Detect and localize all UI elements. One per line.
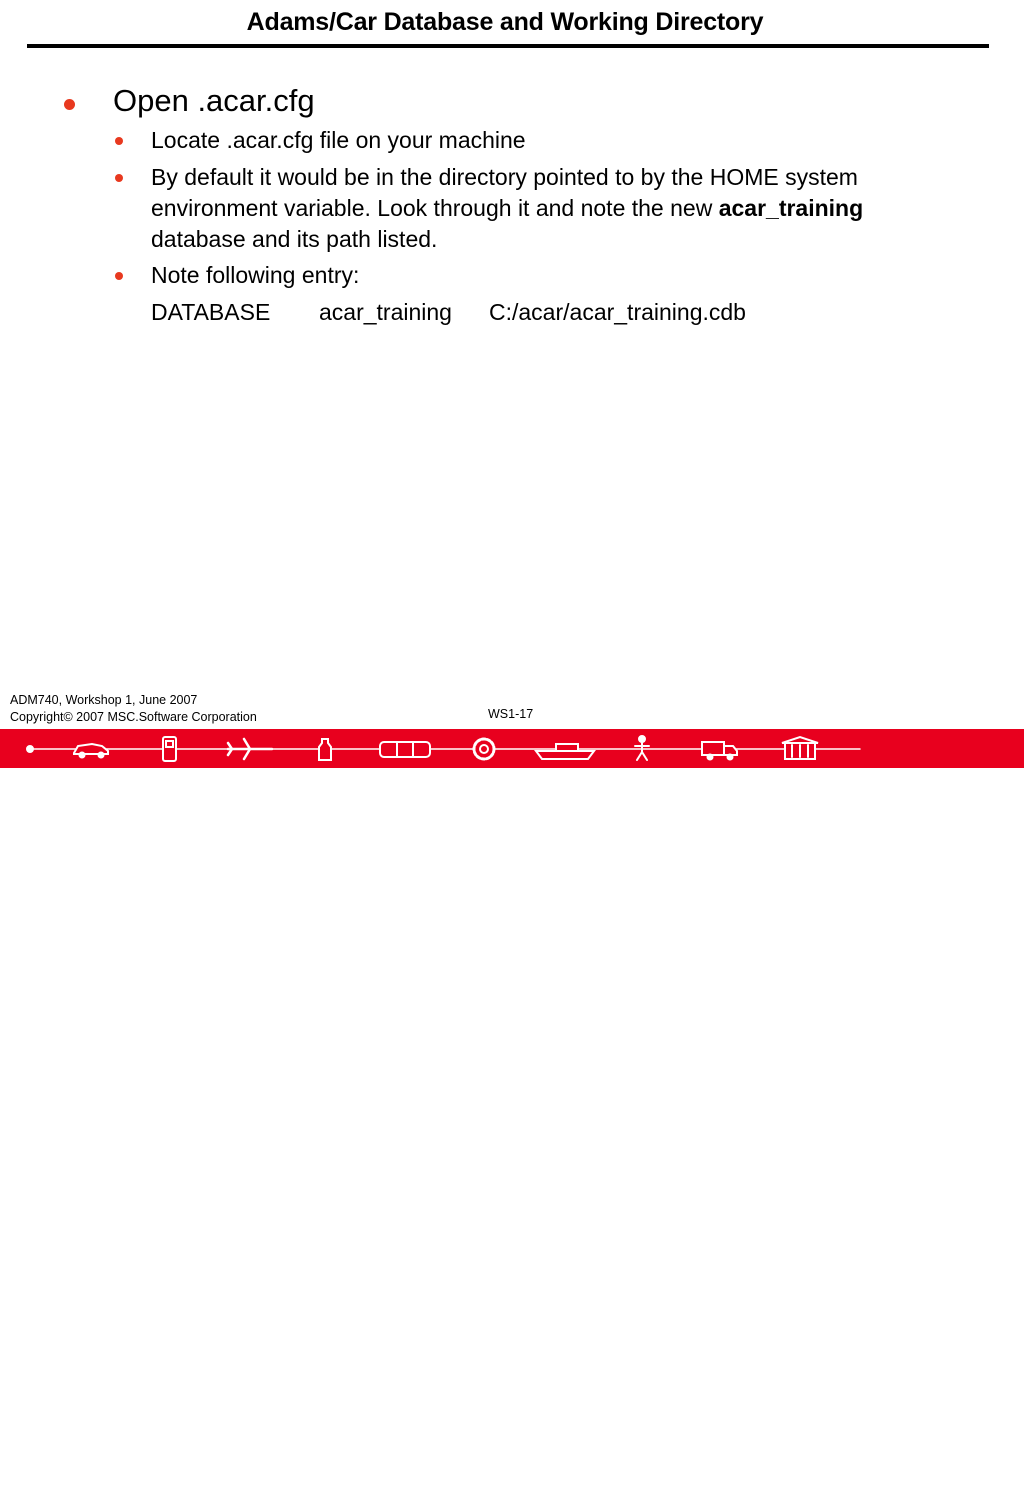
- product-icon-strip: [0, 729, 880, 768]
- bottle-icon: [319, 739, 331, 760]
- train-icon: [380, 742, 430, 757]
- page-number: WS1-17: [488, 707, 534, 721]
- database-name: acar_training: [319, 299, 452, 325]
- main-bullet-text: Open .acar.cfg: [113, 83, 315, 118]
- sub-bullet-2-line2: environment variable. Look through it and note the new acar_training: [151, 195, 864, 221]
- gear-icon: [474, 739, 494, 759]
- bullet-dot-icon: [115, 272, 123, 280]
- sub-bullet-3: Note following entry:: [151, 262, 360, 288]
- database-path: C:/acar/acar_training.cdb: [489, 299, 746, 325]
- phone-icon: [163, 737, 176, 761]
- bullet-dot-icon: [115, 137, 123, 145]
- building-icon: [782, 737, 818, 759]
- car-icon: [74, 744, 108, 758]
- database-keyword: DATABASE: [151, 299, 271, 325]
- truck-icon: [702, 742, 737, 760]
- title-divider: [27, 44, 989, 48]
- bullet-dot-icon: [64, 99, 75, 110]
- footer-copyright: Copyright© 2007 MSC.Software Corporation: [10, 710, 257, 724]
- plane-icon: [228, 739, 272, 759]
- sub-bullet-1: Locate .acar.cfg file on your machine: [151, 127, 526, 153]
- slide-title: Adams/Car Database and Working Directory: [246, 8, 764, 36]
- footer-course-info: ADM740, Workshop 1, June 2007: [10, 693, 198, 707]
- strip-dot: [27, 746, 33, 752]
- ship-icon: [536, 744, 594, 759]
- bullet-dot-icon: [115, 174, 123, 182]
- sub-bullet-2-line3: database and its path listed.: [151, 226, 438, 252]
- footer-bar: [0, 729, 1024, 1499]
- sub-bullet-2-line1: By default it would be in the directory pointed to by the HOME system: [151, 164, 858, 190]
- database-name-highlight: acar_training: [718, 195, 864, 221]
- person-icon: [635, 736, 649, 760]
- msc-software-logo: MSC✕Software: [859, 1469, 1000, 1499]
- logo-x-icon: ✕: [901, 1469, 923, 1499]
